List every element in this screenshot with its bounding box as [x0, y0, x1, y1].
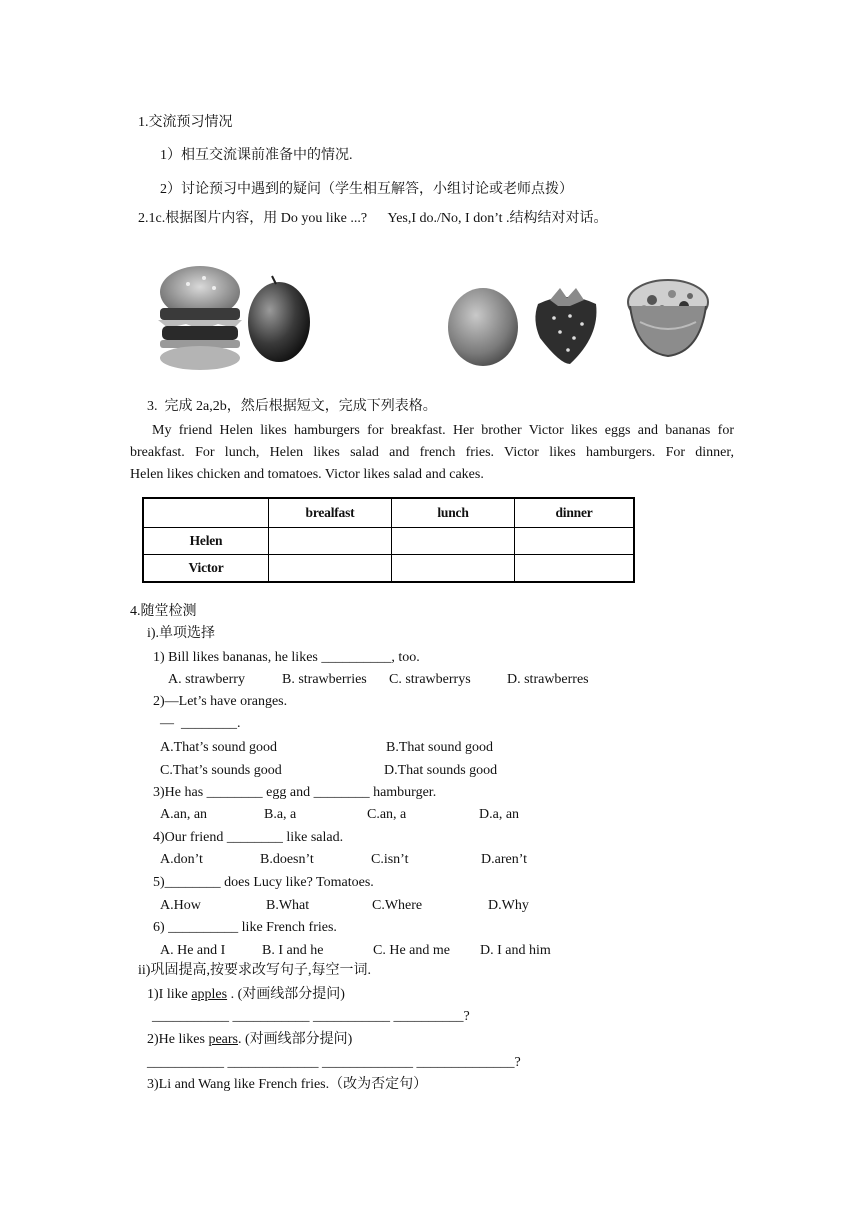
q4-option-b: B.doesn’t: [260, 852, 314, 867]
q4-option-a: A.don’t: [160, 852, 203, 867]
passage-line-3: Helen likes chicken and tomatoes. Victor likes salad and cakes.: [130, 467, 484, 482]
rewrite-2-suffix: . (对画线部分提问): [237, 1032, 353, 1047]
rewrite-1-suffix: . (对画线部分提问): [227, 987, 345, 1002]
q4-option-d: D.aren’t: [481, 852, 527, 867]
q1-option-a: A. strawberry: [168, 672, 245, 687]
header-cell: lunch: [392, 498, 515, 528]
table-row: [143, 528, 634, 555]
q6-option-a: A. He and I: [160, 943, 226, 958]
q3-option-a: A.an, an: [160, 807, 208, 822]
question-4: 4)Our friend ________ like salad.: [153, 830, 344, 845]
question-2: 2)—Let’s have oranges.: [153, 694, 288, 709]
q3-option-d: D.a, an: [479, 807, 520, 822]
subsection-2-title: ii)巩固提高,按要求改写句子,每空一词.: [138, 963, 371, 978]
rewrite-2: [147, 1031, 352, 1049]
q5-option-a: A.How: [160, 898, 201, 913]
q1-option-c: C. strawberrys: [389, 672, 471, 687]
blank-cell[interactable]: [392, 528, 515, 555]
q5-option-b: B.What: [266, 898, 310, 913]
question-2-reply: — ________.: [160, 716, 241, 731]
blank-cell[interactable]: [269, 528, 392, 555]
section-3-title: 3. 完成 2a,2b，然后根据短文，完成下列表格。: [147, 399, 437, 414]
salad-bowl-image: [626, 276, 710, 362]
q6-option-b: B. I and he: [262, 943, 324, 958]
hamburger-image: [158, 262, 242, 372]
apple-image: [246, 274, 312, 364]
q5-option-d: D.Why: [488, 898, 529, 913]
header-cell: brealfast: [269, 498, 392, 528]
q3-option-c: C.an, a: [367, 807, 407, 822]
strawberry-image: [530, 286, 604, 366]
rewrite-1-blanks[interactable]: ___________ ___________ ___________ __________?: [152, 1009, 470, 1024]
blank-cell[interactable]: [269, 555, 392, 583]
reading-passage: [130, 420, 734, 486]
rewrite-2-prefix: 2)He likes: [147, 1032, 209, 1047]
passage-line-2: breakfast. For lunch, Helen likes salad and french fries. Victor likes hamburgers. For dinner,: [130, 445, 734, 460]
rewrite-1-underlined: apples: [191, 987, 228, 1002]
row-label: Victor: [143, 555, 269, 583]
question-6: 6) __________ like French fries.: [153, 920, 337, 935]
passage-line-1: My friend Helen likes hamburgers for breakfast. Her brother Victor likes eggs and bananas for: [152, 423, 734, 438]
blank-cell[interactable]: [515, 528, 635, 555]
q6-option-d: D. I and him: [480, 943, 551, 958]
section-4-title: 4.随堂检测: [130, 604, 197, 619]
table-header-row: [143, 498, 634, 528]
q6-option-c: C. He and me: [373, 943, 450, 958]
question-1: 1) Bill likes bananas, he likes __________, too.: [153, 650, 420, 665]
header-cell: [143, 498, 269, 528]
rewrite-1-prefix: 1)I like: [147, 987, 192, 1002]
q2-option-b: B.That sound good: [386, 740, 493, 755]
rewrite-1: [147, 986, 345, 1004]
q1-option-d: D. strawberres: [507, 672, 589, 687]
blank-cell[interactable]: [515, 555, 635, 583]
subsection-1-title: i).单项选择: [147, 626, 216, 641]
q1-option-b: B. strawberries: [282, 672, 367, 687]
row-label: Helen: [143, 528, 269, 555]
q4-option-c: C.isn’t: [371, 852, 409, 867]
blank-cell[interactable]: [392, 555, 515, 583]
question-5: 5)________ does Lucy like? Tomatoes.: [153, 875, 374, 890]
orange-image: [446, 286, 520, 368]
rewrite-2-blanks[interactable]: ___________ _____________ _____________ ______________?: [147, 1055, 521, 1070]
food-table: [142, 497, 635, 583]
q2-option-d: D.That sounds good: [384, 763, 498, 778]
section-2-instruction: 2.1c.根据图片内容，用 Do you like ...? Yes,I do./No, I don’t .结构结对对话。: [138, 211, 608, 226]
header-cell: dinner: [515, 498, 635, 528]
q3-option-b: B.a, a: [264, 807, 297, 822]
section-1-item-2: 2）讨论预习中遇到的疑问（学生相互解答，小组讨论或老师点拨）: [160, 182, 573, 197]
q5-option-c: C.Where: [372, 898, 423, 913]
section-1-item-1: 1）相互交流课前准备中的情况.: [160, 148, 353, 163]
q2-option-a: A.That’s sound good: [160, 740, 278, 755]
rewrite-3: 3)Li and Wang like French fries.（改为否定句）: [147, 1077, 428, 1092]
section-1-title: 1.交流预习情况: [138, 115, 233, 130]
q2-option-c: C.That’s sounds good: [160, 763, 282, 778]
table-row: [143, 555, 634, 583]
rewrite-2-underlined: pears: [208, 1032, 238, 1047]
question-3: 3)He has ________ egg and ________ hamburger.: [153, 785, 437, 800]
